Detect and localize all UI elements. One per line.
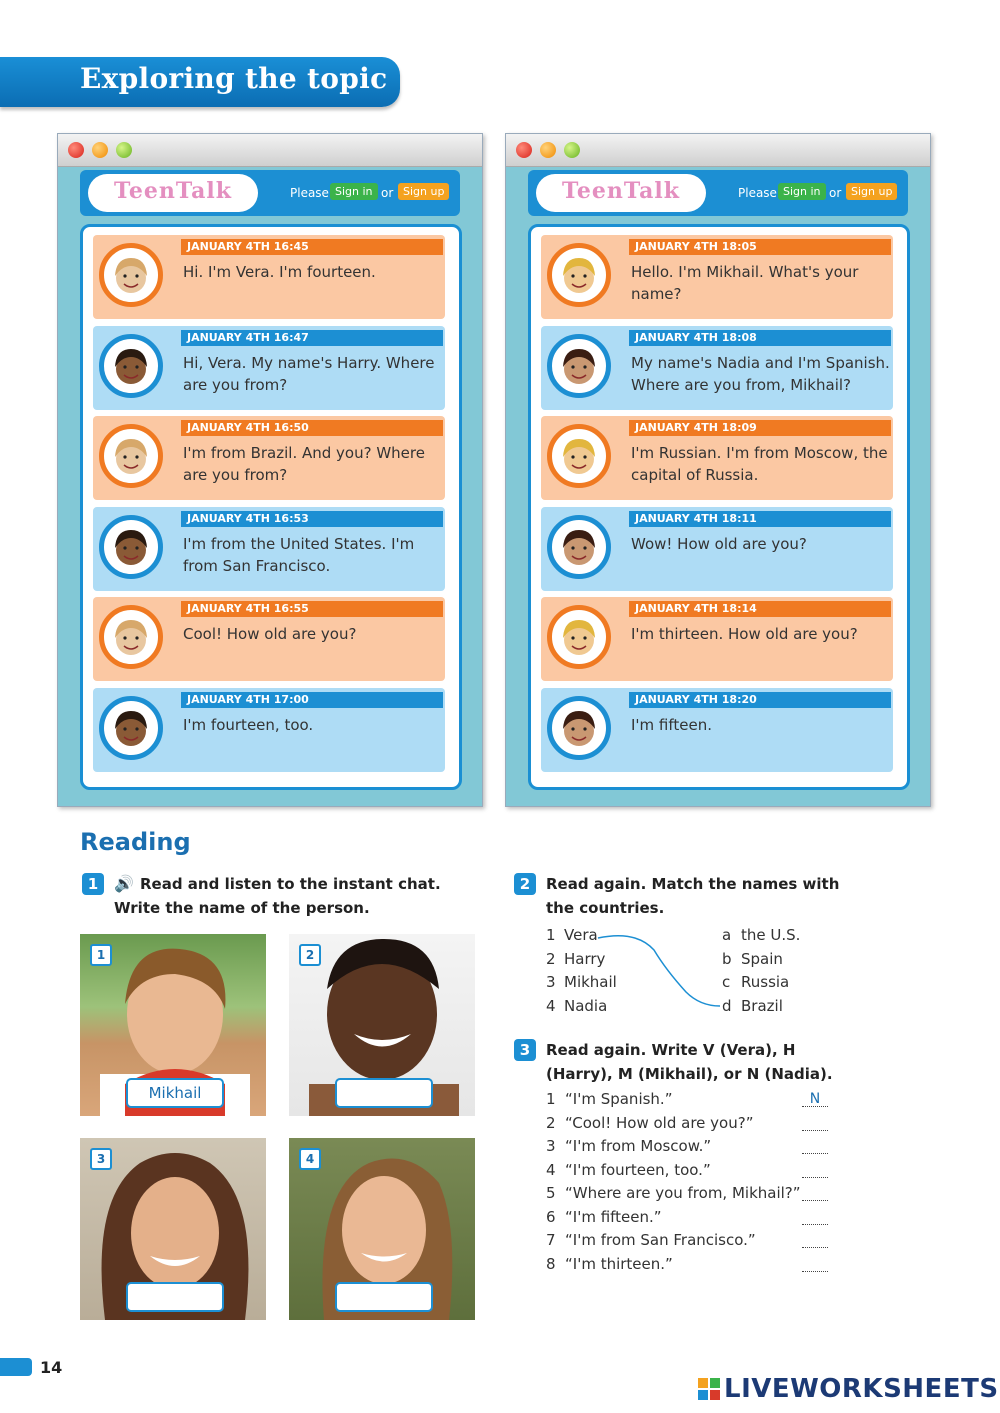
list-item [546, 1184, 836, 1202]
cartoon-face-icon [104, 701, 158, 755]
cartoon-face-icon [104, 610, 158, 664]
cartoon-face-icon [104, 520, 158, 574]
answer-input[interactable] [126, 1282, 224, 1312]
list-item [722, 950, 783, 968]
item-text: “I'm thirteen.” [565, 1254, 673, 1273]
exercise-number: 2 [514, 873, 536, 895]
photo-number: 3 [90, 1148, 112, 1170]
avatar [547, 424, 611, 488]
message-text: I'm thirteen. How old are you? [631, 625, 858, 643]
item-number: 4 [546, 1160, 556, 1179]
chat-header [80, 170, 460, 216]
message-text: Cool! How old are you? [183, 625, 357, 643]
list-item [722, 997, 783, 1015]
reading-heading: Reading [80, 828, 191, 856]
list-item [546, 1137, 836, 1155]
item-number: 3 [546, 973, 556, 991]
avatar [547, 243, 611, 307]
answer-blank[interactable] [802, 1210, 828, 1225]
cartoon-face-icon [552, 701, 606, 755]
message-text: Hi. I'm Vera. I'm fourteen. [183, 263, 376, 281]
cartoon-face-icon [552, 520, 606, 574]
photo-4 [289, 1138, 475, 1320]
answer-blank[interactable] [802, 1233, 828, 1248]
item-number: 2 [546, 949, 556, 968]
item-text: “Where are you from, Mikhail?” [565, 1184, 801, 1202]
close-dot-icon[interactable] [68, 142, 84, 158]
message-timestamp: JANUARY 4TH 18:20 [629, 692, 891, 708]
answer-blank[interactable]: N [802, 1092, 828, 1107]
chat-message [93, 326, 445, 410]
chat-message [93, 235, 445, 319]
item-number: c [722, 973, 731, 991]
avatar [99, 424, 163, 488]
chat-message [541, 235, 893, 319]
avatar [547, 334, 611, 398]
maximize-dot-icon[interactable] [116, 142, 132, 158]
item-text: “I'm fourteen, too.” [565, 1160, 711, 1179]
avatar [547, 515, 611, 579]
cartoon-face-icon [552, 248, 606, 302]
message-text: Hi, Vera. My name's Harry. Where are you from? [183, 353, 435, 394]
chat-message [541, 326, 893, 410]
message-text: I'm Russian. I'm from Moscow, the capital of Russia. [631, 444, 888, 484]
message-timestamp: JANUARY 4TH 18:11 [629, 511, 891, 527]
cartoon-face-icon [552, 610, 606, 664]
answer-input[interactable]: Mikhail [126, 1078, 224, 1108]
minimize-dot-icon[interactable] [540, 142, 556, 158]
item-text: Spain [741, 949, 783, 968]
list-item [546, 1231, 836, 1249]
message-timestamp: JANUARY 4TH 16:50 [181, 420, 443, 436]
answer-blank[interactable] [802, 1163, 828, 1178]
exercise-number: 1 [82, 873, 104, 895]
cartoon-face-icon [104, 339, 158, 393]
item-text: “I'm fifteen.” [565, 1207, 662, 1226]
exercise-3-instruction: Read again. Write V (Vera), H (Harry), M (Mikhail), or N (Nadia). [546, 1041, 833, 1083]
item-number: 8 [546, 1254, 556, 1273]
chat-messages [528, 224, 910, 790]
photo-number: 1 [90, 944, 112, 966]
chat-message [541, 416, 893, 500]
item-number: 3 [546, 1137, 556, 1155]
item-text: Brazil [741, 996, 783, 1015]
item-text: “I'm Spanish.” [565, 1090, 673, 1108]
cartoon-face-icon [104, 248, 158, 302]
liveworksheets-logo-icon [698, 1378, 720, 1400]
page-title: Exploring the topic [80, 62, 388, 95]
chat-window-2 [505, 133, 931, 807]
answer-input[interactable] [335, 1282, 433, 1312]
photo-3 [80, 1138, 266, 1320]
message-timestamp: JANUARY 4TH 17:00 [181, 692, 443, 708]
item-text: Vera [564, 926, 598, 944]
message-timestamp: JANUARY 4TH 18:14 [629, 601, 891, 617]
item-number: 4 [546, 996, 556, 1015]
item-number: 7 [546, 1231, 556, 1249]
or-text: or [381, 186, 394, 200]
sign-up-button[interactable]: Sign up [398, 183, 449, 200]
item-text: the U.S. [741, 926, 801, 944]
exercise-1-instruction: Read and listen to the instant chat. Write the name of the person. [114, 875, 441, 917]
item-number: b [722, 949, 732, 968]
message-text: I'm from Brazil. And you? Where are you from? [183, 444, 425, 484]
list-item [546, 926, 598, 944]
message-timestamp: JANUARY 4TH 18:05 [629, 239, 891, 255]
item-number: 1 [546, 1090, 556, 1108]
chat-message [541, 597, 893, 681]
chat-message [541, 688, 893, 772]
chat-message [541, 507, 893, 591]
answer-input[interactable] [335, 1078, 433, 1108]
teentalk-logo [536, 174, 706, 212]
exercise-2-instruction: Read again. Match the names with the countries. [546, 875, 840, 917]
teentalk-logo [88, 174, 258, 212]
list-item [722, 926, 800, 944]
minimize-dot-icon[interactable] [92, 142, 108, 158]
photo-number: 2 [299, 944, 321, 966]
message-timestamp: JANUARY 4TH 16:53 [181, 511, 443, 527]
message-timestamp: JANUARY 4TH 18:08 [629, 330, 891, 346]
list-item [546, 1255, 836, 1273]
photo-number: 4 [299, 1148, 321, 1170]
message-text: My name's Nadia and I'm Spanish. Where are you from, Mikhail? [631, 353, 890, 394]
message-text: Hello. I'm Mikhail. What's your name? [631, 263, 859, 303]
footer-bar [0, 1358, 32, 1376]
logo-text: TeenTalk [114, 178, 232, 204]
close-dot-icon[interactable] [516, 142, 532, 158]
item-text: Harry [564, 949, 606, 968]
message-timestamp: JANUARY 4TH 16:45 [181, 239, 443, 255]
item-number: d [722, 996, 732, 1015]
match-line [596, 930, 726, 1014]
chat-messages [80, 224, 462, 790]
sign-in-button[interactable]: Sign in [778, 183, 826, 200]
window-titlebar [506, 134, 930, 167]
or-text: or [829, 186, 842, 200]
avatar [99, 334, 163, 398]
list-item [546, 1090, 836, 1108]
item-text: “I'm from San Francisco.” [565, 1231, 756, 1249]
avatar [99, 515, 163, 579]
item-number: 5 [546, 1184, 556, 1202]
please-text: Please [738, 186, 777, 200]
audio-speaker-icon[interactable]: 🔊 [114, 874, 134, 893]
window-titlebar [58, 134, 482, 167]
chat-message [93, 597, 445, 681]
list-item [722, 973, 789, 991]
message-timestamp: JANUARY 4TH 16:55 [181, 601, 443, 617]
item-number: 6 [546, 1207, 556, 1226]
avatar [547, 605, 611, 669]
chat-header [528, 170, 908, 216]
item-number: a [722, 926, 732, 944]
cartoon-face-icon [552, 429, 606, 483]
message-text: Wow! How old are you? [631, 534, 807, 553]
exercise-number: 3 [514, 1039, 536, 1061]
answer-blank[interactable] [802, 1139, 828, 1154]
item-text: Nadia [564, 996, 608, 1015]
sign-up-button[interactable]: Sign up [846, 183, 897, 200]
cartoon-face-icon [552, 339, 606, 393]
chat-window-1 [57, 133, 483, 807]
avatar [547, 696, 611, 760]
message-timestamp: JANUARY 4TH 16:47 [181, 330, 443, 346]
page-number: 14 [40, 1358, 63, 1377]
logo-text: TeenTalk [562, 178, 680, 204]
list-item [546, 1114, 836, 1132]
chat-message [93, 688, 445, 772]
sign-in-button[interactable]: Sign in [330, 183, 378, 200]
maximize-dot-icon[interactable] [564, 142, 580, 158]
item-number: 2 [546, 1113, 556, 1132]
item-text: Russia [741, 973, 790, 991]
message-text: I'm fifteen. [631, 715, 713, 734]
message-text: I'm fourteen, too. [183, 715, 314, 734]
cartoon-face-icon [104, 429, 158, 483]
message-timestamp: JANUARY 4TH 18:09 [629, 420, 891, 436]
photo-1 [80, 934, 266, 1116]
please-text: Please [290, 186, 329, 200]
list-item [546, 1161, 836, 1179]
liveworksheets-brand: LIVEWORKSHEETS [724, 1374, 999, 1404]
avatar [99, 243, 163, 307]
item-text: “Cool! How old are you?” [565, 1113, 754, 1132]
avatar [99, 696, 163, 760]
answer-blank[interactable] [802, 1116, 828, 1131]
item-number: 1 [546, 926, 556, 944]
photo-2 [289, 934, 475, 1116]
list-item [546, 1208, 836, 1226]
avatar [99, 605, 163, 669]
message-text: I'm from the United States. I'm from San Francisco. [183, 534, 415, 575]
answer-blank[interactable] [802, 1186, 828, 1201]
chat-message [93, 507, 445, 591]
answer-blank[interactable] [802, 1257, 828, 1272]
item-text: Mikhail [564, 973, 617, 991]
chat-message [93, 416, 445, 500]
item-text: “I'm from Moscow.” [565, 1137, 712, 1155]
